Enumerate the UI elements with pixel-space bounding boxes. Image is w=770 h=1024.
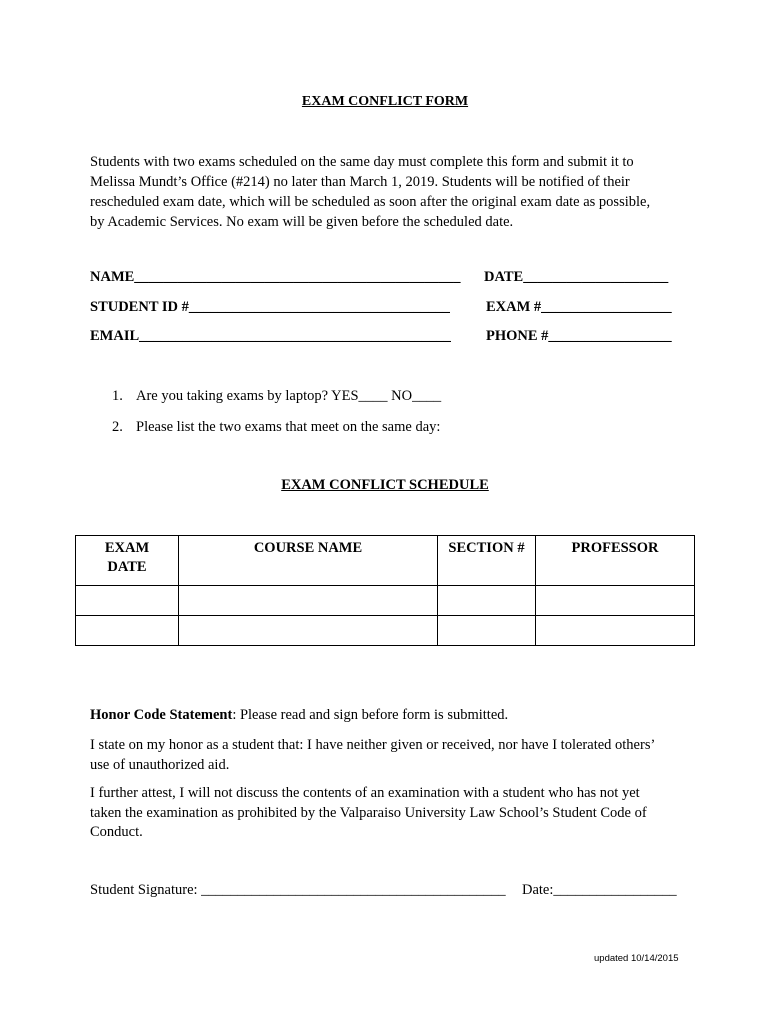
honor-line: I state on my honor as a student that: I have neither given or received, nor have I tolerated others’: [90, 737, 656, 753]
attest-line: taken the examination as prohibited by the Valparaiso University Law School’s Student Code of: [90, 804, 647, 821]
student-id-field[interactable]: STUDENT ID #____________________________________: [90, 299, 450, 315]
table-cell[interactable]: [179, 616, 438, 646]
intro-paragraph: [90, 152, 690, 232]
header-exam-date-line1: EXAM: [104, 540, 150, 556]
table-row: [76, 616, 695, 646]
email-field[interactable]: EMAIL___________________________________________: [90, 328, 451, 344]
table-cell[interactable]: [76, 586, 179, 616]
question-laptop[interactable]: [112, 388, 441, 405]
form-title: EXAM CONFLICT FORM: [301, 94, 469, 109]
attest-line: Conduct.: [90, 824, 143, 840]
question-text: Please list the two exams that meet on the same day:: [136, 419, 441, 435]
honor-code-heading-line: [90, 706, 690, 726]
table-cell[interactable]: [179, 586, 438, 616]
intro-line: rescheduled exam date, which will be scheduled as soon after the original exam date as possible,: [90, 194, 651, 210]
honor-statement-paragraph: [90, 736, 690, 775]
header-professor: PROFESSOR: [536, 536, 695, 586]
question-text: Are you taking exams by laptop? YES____ NO____: [136, 388, 442, 404]
schedule-title: EXAM CONFLICT SCHEDULE: [281, 477, 489, 493]
intro-line: Students with two exams scheduled on the same day must complete this form and submit it to: [90, 154, 634, 170]
question-list-exams: [112, 419, 440, 436]
header-section: SECTION #: [438, 536, 536, 586]
intro-line: by Academic Services. No exam will be given before the scheduled date.: [90, 214, 514, 230]
table-cell[interactable]: [536, 616, 695, 646]
table-header-row: [76, 536, 695, 586]
student-signature-field[interactable]: Student Signature: __________________________________________: [90, 882, 506, 898]
name-field[interactable]: NAME_____________________________________________: [90, 269, 461, 285]
honor-code-heading: Honor Code Statement: [90, 707, 233, 723]
question-number: 2.: [112, 419, 123, 435]
exam-conflict-schedule-table: [75, 535, 695, 646]
table-cell[interactable]: [536, 586, 695, 616]
table-row: [76, 586, 695, 616]
phone-field[interactable]: PHONE #_________________: [486, 328, 672, 344]
table-cell[interactable]: [76, 616, 179, 646]
table-cell[interactable]: [438, 616, 536, 646]
header-course-name: COURSE NAME: [179, 536, 438, 586]
header-exam-date: [76, 536, 179, 586]
attest-paragraph: [90, 784, 690, 843]
signature-date-field[interactable]: Date:_________________: [522, 882, 677, 898]
question-number: 1.: [112, 388, 123, 404]
updated-date: updated 10/14/2015: [594, 953, 679, 964]
exam-number-field[interactable]: EXAM #__________________: [486, 299, 672, 315]
date-field[interactable]: DATE____________________: [484, 269, 669, 285]
honor-code-instruction: : Please read and sign before form is submitted.: [232, 707, 509, 723]
honor-line: use of unauthorized aid.: [90, 756, 230, 773]
table-cell[interactable]: [438, 586, 536, 616]
header-exam-date-line2: DATE: [107, 559, 147, 575]
intro-line: Melissa Mundt’s Office (#214) no later than March 1, 2019. Students will be notified of their: [90, 174, 630, 190]
attest-line: I further attest, I will not discuss the contents of an examination with a student who has not yet: [90, 785, 640, 801]
